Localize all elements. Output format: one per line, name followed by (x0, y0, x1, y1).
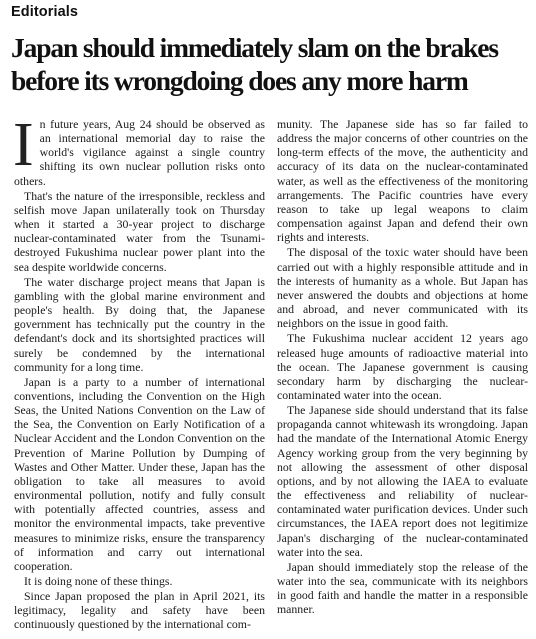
paragraph-text: n future years, Aug 24 should be observed as an international memorial day to raise the world's vigilance against a single country shifting its own nuclear pollution risks onto others. (14, 117, 265, 188)
article-paragraph: The Japanese side should understand that its false propaganda cannot whitewash its wrongdoing. Japan had the mandate of the International Atomic Energy Agency working group from the very beginning by not allowing the assessment of other disposal options, and by not allowing the IAEA to evaluate the effectiveness and reliability of nuclear-contaminated water purification devices. Under such circumstances, the IAEA report does not legitimize Japan's discharging of the nuclear-contaminated water into the sea. (277, 403, 528, 559)
article-paragraph: That's the nature of the irresponsible, reckless and selfish move Japan unilaterally took on Thursday when it started a 30-year project to discharge nuclear-contaminated water from the Tsunami-destroyed Fukushima nuclear power plant into the sea despite worldwide concerns. (14, 188, 265, 274)
section-label: Editorials (11, 4, 79, 20)
headline (11, 31, 531, 97)
article-body (13, 111, 528, 633)
article-paragraph: Japan should immediately stop the release of the water into the sea, communicate with its neighbors in good faith and handle the matter in a responsible manner. (277, 559, 528, 617)
article-column-left (13, 111, 265, 633)
drop-cap: I (13, 111, 34, 179)
article-paragraph: Since Japan proposed the plan in April 2021, its legitimacy, legality and safety have been continuously questioned by the international com- (14, 589, 265, 632)
article-paragraph: The disposal of the toxic water should have been carried out with a highly responsible attitude and in the interests of humanity as a whole. But Japan has never answered the doubts and objections at home and abroad, and never communicated with its neighbors on the issue in good faith. (277, 245, 528, 331)
article-column-right (277, 117, 528, 633)
headline-line-1: Japan should immediately slam on the brakes (11, 32, 498, 63)
article-paragraph: It is doing none of these things. (24, 574, 173, 588)
article-paragraph: The Fukushima nuclear accident 12 years ago released huge amounts of radioactive material into the ocean. The Japanese government is causing secondary harm by discharging the nuclear-contaminated water into the ocean. (277, 331, 528, 402)
article-paragraph: Japan is a party to a number of international conventions, including the Convention on the High Seas, the United Nations Convention on the Law of the Sea, the Convention on Early Notification of a Nuclear Accident and the London Convention on the Prevention of Marine Pollution by Dumping of Wastes and Other Matter. Under these, Japan has the obligation to take all measures to avoid environmental pollution, notify and fully consult with potentially affected countries, assess and monitor the environmental impacts, take preventive measures to minimize risks, ensure the transparency of information and carry out international cooperation. (14, 374, 265, 573)
article-paragraph: munity. The Japanese side has so far failed to address the major concerns of other countries on the long-term effects of the move, the authenticity and accuracy of its data on the nuclear-contaminated water, as well as the effectiveness of the monitoring arrangements. The Pacific countries have every reason to take up legal weapons to claim compensation against Japan and defend their own rights and interests. (277, 117, 528, 245)
article-paragraph (13, 111, 265, 188)
headline-line-2: before its wrongdoing does any more harm (11, 65, 468, 96)
article-paragraph: The water discharge project means that Japan is gambling with the global marine environment and people's health. By doing that, the Japanese government has technically put the country in the defendant's dock and its shortsighted practices will surely be condemned by the international community for a long time. (14, 274, 265, 374)
